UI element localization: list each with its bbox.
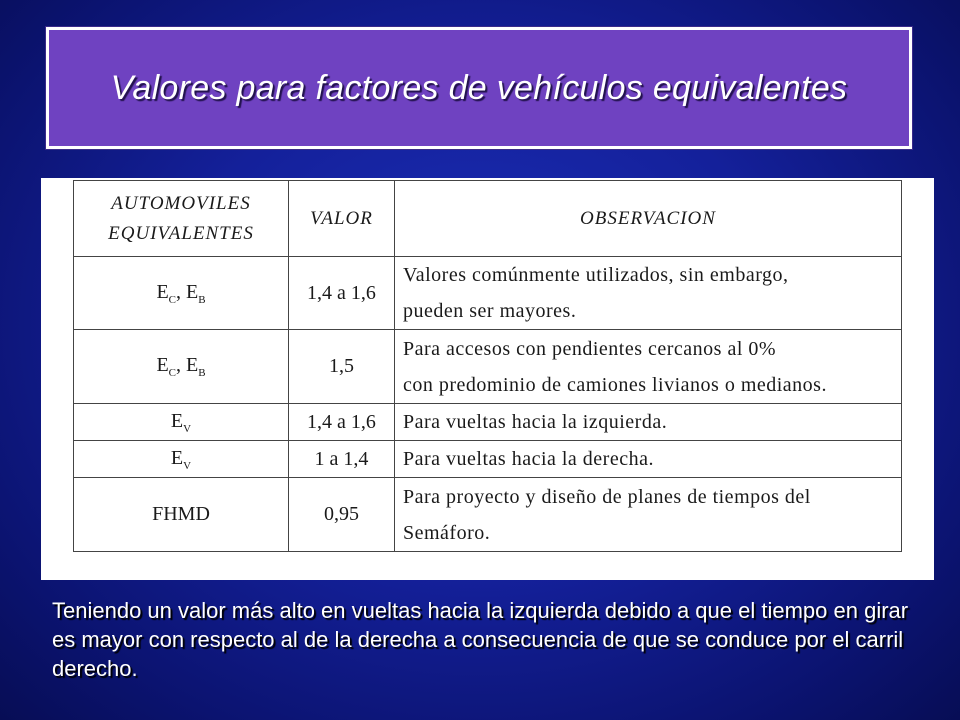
factor-cell: $E_C$, $E_B$ bbox=[74, 330, 289, 404]
observation-cell: Para vueltas hacia la izquierda. bbox=[395, 404, 902, 441]
observation-cell: Para proyecto y diseño de planes de tiempos del Semáforo. bbox=[395, 478, 902, 552]
header-value: VALOR bbox=[289, 181, 395, 257]
title-box bbox=[46, 27, 912, 149]
value-cell: 1,5 bbox=[289, 330, 395, 404]
table-row bbox=[74, 441, 902, 478]
table-row bbox=[74, 330, 902, 404]
equivalent-vehicles-table bbox=[73, 180, 902, 552]
table-header-row bbox=[74, 181, 902, 257]
value-cell: 1,4 a 1,6 bbox=[289, 257, 395, 330]
header-col1-line2: EQUIVALENTES bbox=[108, 222, 254, 244]
header-observation: OBSERVACION bbox=[395, 181, 902, 257]
value-cell: 1 a 1,4 bbox=[289, 441, 395, 478]
table-row bbox=[74, 404, 902, 441]
factor-cell: $E_V$ bbox=[74, 404, 289, 441]
factor-cell: $E_V$ bbox=[74, 441, 289, 478]
value-cell: 1,4 a 1,6 bbox=[289, 404, 395, 441]
factor-cell: $E_C$, $E_B$ bbox=[74, 257, 289, 330]
header-col1-line1: AUTOMOVILES bbox=[111, 192, 251, 214]
observation-cell: Valores comúnmente utilizados, sin embargo, pueden ser mayores. bbox=[395, 257, 902, 330]
observation-cell: Para vueltas hacia la derecha. bbox=[395, 441, 902, 478]
footnote-text: Teniendo un valor más alto en vueltas hacia la izquierda debido a que el tiempo en girar es mayor con respecto al de la derecha a consecuencia de que se conduce por el carril derecho. bbox=[52, 598, 909, 681]
observation-cell: Para accesos con pendientes cercanos al 0% con predominio de camiones livianos o medianos. bbox=[395, 330, 902, 404]
factor-cell: FHMD bbox=[74, 478, 289, 552]
table-row bbox=[74, 478, 902, 552]
header-equivalent-cars bbox=[74, 181, 289, 257]
value-cell: 0,95 bbox=[289, 478, 395, 552]
table-panel bbox=[41, 178, 934, 580]
slide-title: Valores para factores de vehículos equivalentes bbox=[110, 68, 848, 107]
table-row bbox=[74, 257, 902, 330]
